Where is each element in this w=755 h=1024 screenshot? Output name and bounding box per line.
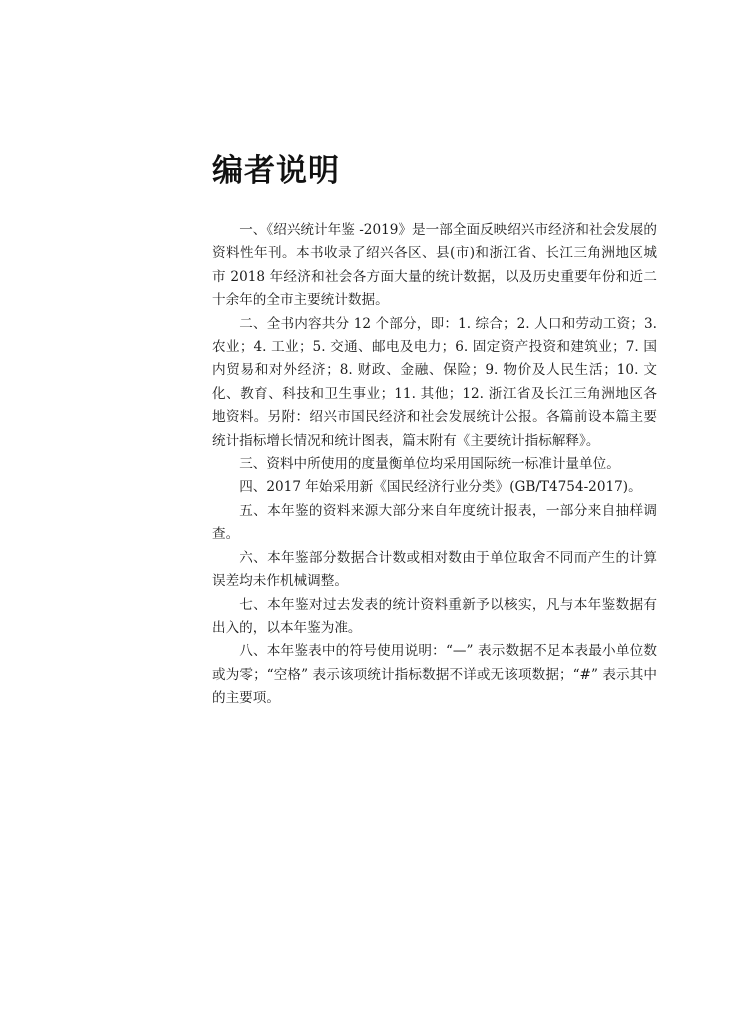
note-paragraph-5: 五、本年鉴的资料来源大部分来自年度统计报表，一部分来自抽样调查。 <box>212 502 657 543</box>
note-paragraph-6: 六、本年鉴部分数据合计数或相对数由于单位取舍不同而产生的计算误差均未作机械调整。 <box>212 549 657 590</box>
note-paragraph-2: 二、全书内容共分 12 个部分，即：1. 综合；2. 人口和劳动工资；3. 农业；4. 工业；5. 交通、邮电及电力；6. 固定资产投资和建筑业；7. 国内贸易和对外经济；8. 财政、金融、保险；9. 物价及人民生活；10. 文化、教育、科技和卫生事业；11. 其他；12. 浙江省及长江三角洲地区各地资料。另附：绍兴市国民经济和社会发展统计公报。各篇前设本篇主要统计指标增长情况和统计图表，篇末附有《主要统计指标解释》。 <box>212 315 657 449</box>
note-paragraph-1: 一、《绍兴统计年鉴 -2019》是一部全面反映绍兴市经济和社会发展的资料性年刊。本书收录了绍兴各区、县(市)和浙江省、长江三角洲地区城市 2018 年经济和社会各方面大量的统计数据，以及历史重要年份和近二十余年的全市主要统计数据。 <box>212 222 657 309</box>
note-paragraph-7: 七、本年鉴对过去发表的统计资料重新予以核实，凡与本年鉴数据有出入的，以本年鉴为准。 <box>212 596 657 636</box>
editor-notes-body <box>212 219 657 711</box>
page-title: 编者说明 <box>212 153 340 189</box>
note-paragraph-4: 四、2017 年始采用新《国民经济行业分类》(GB/T4754-2017)。 <box>239 479 642 496</box>
note-paragraph-8: 八、本年鉴表中的符号使用说明：“—” 表示数据不足本表最小单位数或为零；“空格” 表示该项统计指标数据不详或无该项数据；“#” 表示其中的主要项。 <box>212 643 658 707</box>
note-paragraph-3: 三、资料中所使用的度量衡单位均采用国际统一标准计量单位。 <box>239 456 620 473</box>
